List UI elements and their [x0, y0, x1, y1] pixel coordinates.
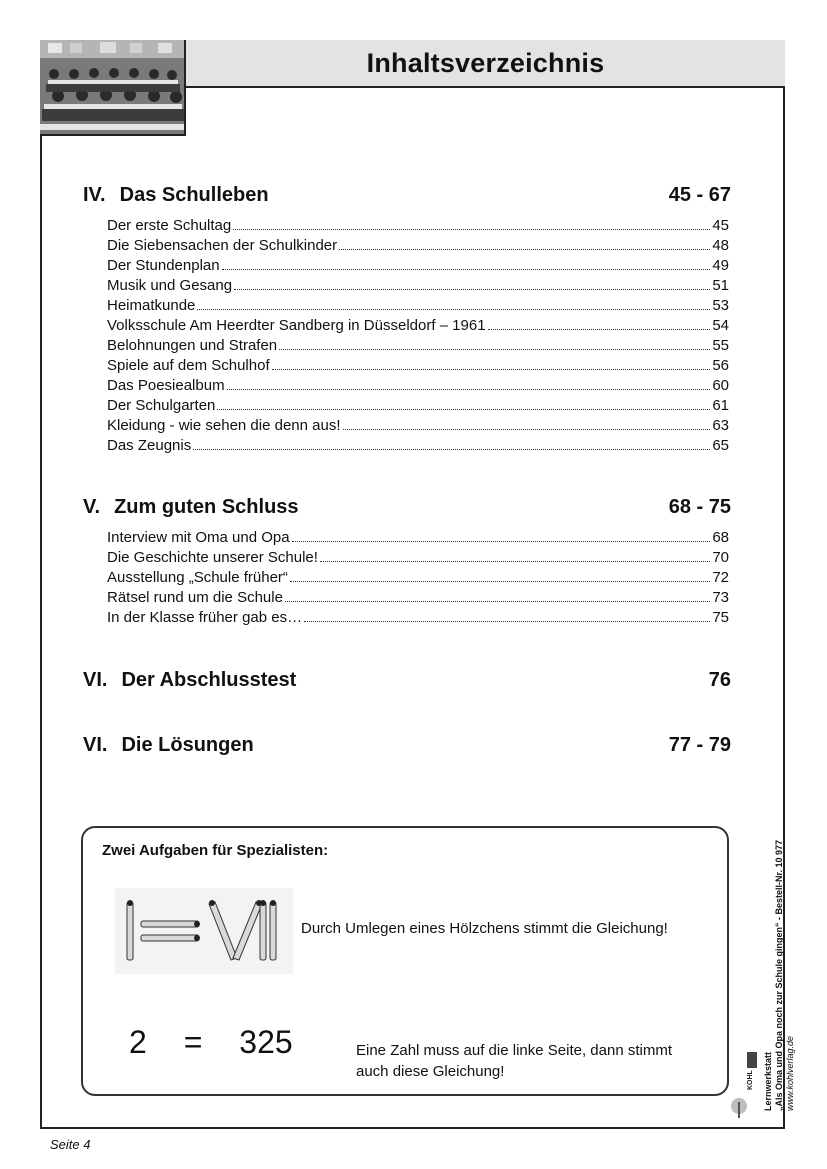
toc-section-vi-solutions [83, 730, 731, 760]
series-name: Lernwerkstatt [763, 1051, 773, 1111]
classroom-photo [40, 40, 186, 136]
section-pages: 68 - 75 [668, 495, 731, 518]
toc-section-v [83, 492, 731, 628]
toc-entry: Ausstellung „Schule früher“ 72 [107, 569, 729, 586]
toc-entry: Die Geschichte unserer Schule! 70 [107, 549, 729, 566]
publisher-sidebar [763, 697, 795, 1111]
toc-entry: Die Siebensachen der Schulkinder 48 [107, 237, 729, 254]
section-heading [83, 492, 731, 522]
toc-entry: Das Poesiealbum 60 [107, 377, 729, 394]
equation-right: 325 [239, 1024, 293, 1060]
toc-entry: Belohnungen und Strafen 55 [107, 337, 729, 354]
section-title: Zum guten Schluss [114, 495, 299, 518]
section-pages: 77 - 79 [668, 733, 731, 756]
section-number: VI. [83, 733, 108, 756]
section-heading [83, 665, 731, 695]
toc-entry: Der Stundenplan 49 [107, 257, 729, 274]
section-pages: 45 - 67 [668, 183, 731, 206]
toc-entry: In der Klasse früher gab es… 75 [107, 609, 729, 626]
toc-entry: Kleidung - wie sehen die denn aus! 63 [107, 417, 729, 434]
page-number: Seite 4 [50, 1137, 91, 1152]
toc-entry: Interview mit Oma und Opa 68 [107, 529, 729, 546]
toc-section-vi-test [83, 665, 731, 695]
toc-entry: Der Schulgarten 61 [107, 397, 729, 414]
matchstick-equation-image [115, 888, 293, 974]
toc-section-iv [83, 180, 731, 456]
toc-entry: Das Zeugnis 65 [107, 437, 729, 454]
toc-entry: Musik und Gesang 51 [107, 277, 729, 294]
equation-sign: = [183, 1024, 203, 1060]
section-title: Die Lösungen [121, 733, 254, 756]
section-number: IV. [83, 183, 106, 206]
section-number: VI. [83, 668, 108, 691]
section-title: Das Schulleben [119, 183, 269, 206]
section-heading [83, 180, 731, 210]
section-number: V. [83, 495, 101, 518]
box-title: Zwei Aufgaben für Spezialisten: [102, 842, 329, 859]
title-bar [186, 40, 785, 88]
toc-entry: Volksschule Am Heerdter Sandberg in Düsseldorf – 1961 54 [107, 317, 729, 334]
toc-entry: Der erste Schultag 45 [107, 217, 729, 234]
kohl-logo [729, 1050, 759, 1120]
specialists-box [81, 826, 729, 1096]
logo-text: KOHL [747, 1070, 754, 1090]
toc-entry: Heimatkunde 53 [107, 297, 729, 314]
page-title: Inhaltsverzeichnis [366, 47, 605, 78]
task-two-text: Eine Zahl muss auf die linke Seite, dann stimmt auch diese Gleichung! [356, 1042, 672, 1080]
section-title: Der Abschlusstest [121, 668, 297, 691]
task-one-text: Durch Umlegen eines Hölzchens stimmt die Gleichung! [301, 920, 668, 937]
number-equation [129, 1024, 293, 1061]
publisher-url: www.kohlverlag.de [785, 1035, 795, 1111]
equation-left: 2 [129, 1024, 147, 1060]
toc-entry: Spiele auf dem Schulhof 56 [107, 357, 729, 374]
section-heading [83, 730, 731, 760]
toc-entry: Rätsel rund um die Schule 73 [107, 589, 729, 606]
book-title-order: „Als Oma und Opa noch zur Schule gingen“ - Bestell-Nr. 10 977 [774, 839, 784, 1111]
section-pages: 76 [708, 668, 731, 691]
